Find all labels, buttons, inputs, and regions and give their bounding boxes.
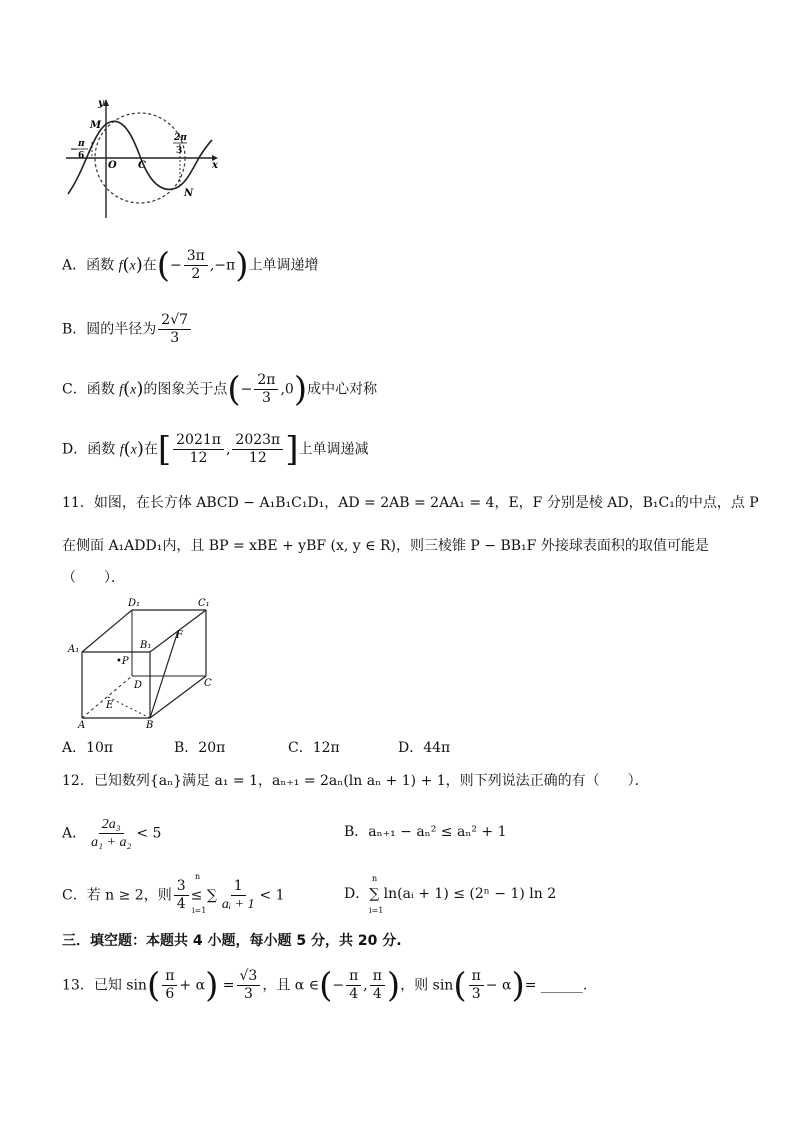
q10-option-d: D．函数 f(x)在[ $\frac{2021\pi}{12}$ , $\frac{2023\pi}{12}$ ]上单调递减 — [62, 429, 369, 470]
q10a-frac — [184, 248, 208, 283]
q10a-prefix: A．函数 — [62, 257, 115, 274]
q11-option-c: C．12π — [288, 740, 340, 756]
edge-a1d1 — [82, 610, 132, 652]
q12c-prefix: C．若 n ≥ 2，则 — [62, 887, 172, 904]
q10c-den: 3 — [261, 390, 271, 406]
q13-frac3 — [346, 968, 361, 1003]
q11-option-a: A．10π — [62, 740, 114, 756]
q12d-sum-top: n — [372, 874, 378, 883]
q12c-sum: ≤ ∑ — [190, 887, 217, 904]
paren-open: ( — [123, 438, 131, 460]
q10c-x: x — [130, 382, 137, 398]
q10b-frac — [158, 312, 191, 347]
q12-stem: 12．已知数列{aₙ}满足 a₁ = 1，aₙ₊₁ = 2aₙ(ln aₙ + 1) + 1，则下列说法正确的有（ ）． — [62, 773, 649, 789]
q10c-frac — [254, 372, 278, 407]
q13-prefix: 13．已知 sin — [62, 977, 147, 994]
q13-den4: 4 — [372, 986, 382, 1002]
q13-den2: 3 — [243, 986, 253, 1002]
q12c-num: 3 — [174, 878, 189, 896]
q11-option-b: B．20π — [174, 740, 226, 756]
q12a-num: 2a₃ — [99, 816, 124, 834]
q13-den3: 4 — [349, 986, 359, 1002]
q13-num3: π — [346, 968, 361, 986]
q10c-tail: ,0 — [280, 381, 294, 398]
q13-plus: + α — [179, 977, 206, 994]
label-M: M — [90, 120, 102, 131]
q10a-suffix: 上单调递增 — [248, 257, 319, 274]
q10c-prefix: C．函数 — [62, 381, 115, 398]
q10d-frac2 — [232, 432, 283, 467]
q10d-suffix: 上单调递减 — [298, 441, 369, 458]
label-F: F — [176, 630, 183, 641]
paren-close: ) — [386, 965, 401, 1006]
q10-option-b — [62, 312, 193, 347]
q11-line2: 在侧面 A₁ADD₁内，且 BP = xBE + yBF (x, y ∈ R)，则三棱锥 P − BB₁F 外接球表面积的取值可能是 — [62, 538, 709, 554]
q12d-prefix: D． — [344, 886, 370, 902]
q10a-mid: 在 — [142, 257, 157, 274]
label-x: x — [212, 160, 218, 171]
q10b-den: 3 — [170, 330, 180, 346]
q12-option-a — [62, 816, 161, 851]
paren-open: ( — [122, 254, 130, 276]
q12c-frac1 — [174, 878, 189, 913]
paren-close: ) — [136, 378, 144, 400]
q10-option-a: A．函数 f(x)在(− $\frac{3\pi}{2}$ ,−π)上单调递增 — [62, 245, 319, 286]
q10a-tail: ,−π — [209, 257, 236, 274]
q10d-num1: 2021π — [173, 432, 224, 450]
q13: 13．已知 sin( $\frac{\pi}{6}$ + α) = $\frac{√3}{3}$ ，且 α ∈(− $\frac{\pi}{4}$ , $\frac{\pi}{4}$ )，则 sin( $\frac{\pi}{3}$ − α)= ______. — [62, 965, 588, 1006]
paren-close: ) — [136, 438, 144, 460]
edge-bc — [150, 676, 206, 718]
big-bracket-close: ] — [285, 429, 299, 470]
q10d-prefix: D．函数 — [62, 441, 116, 458]
paren-open: ( — [453, 965, 467, 1006]
label-E: E — [106, 700, 114, 711]
q12a-frac — [88, 816, 134, 851]
q10d-f: f — [119, 442, 124, 458]
label-P: •P — [116, 656, 129, 667]
q12c-tail: < 1 — [259, 887, 285, 904]
big-bracket-open: [ — [157, 429, 172, 470]
q13-num4: π — [370, 968, 385, 986]
q13-mid2: ，则 sin — [400, 977, 454, 994]
q13-frac5 — [469, 968, 484, 1003]
q10d-num2: 2023π — [232, 432, 283, 450]
q13-den1: 6 — [165, 986, 175, 1002]
q12a-den: a₁ + a₂ — [91, 835, 132, 850]
q13-mid: ，且 α ∈ — [262, 977, 320, 994]
q10c-f: f — [119, 382, 124, 398]
y-axis-arrow — [103, 99, 109, 106]
segment-be — [108, 697, 150, 718]
q13-eq: = — [222, 977, 235, 994]
tick-right-num: 2π — [174, 133, 187, 143]
tick-left-den: 6 — [78, 151, 85, 161]
tick-left-num: π — [78, 139, 85, 149]
q13-num2: √3 — [237, 968, 261, 986]
q10b-num: 2√7 — [158, 312, 191, 330]
q10b-prefix: B．圆的半径为 — [62, 321, 157, 338]
q10d-den2: 12 — [248, 450, 267, 466]
q10c-num: 2π — [254, 372, 278, 390]
sine-graph-figure — [62, 96, 222, 220]
label-y: y — [98, 98, 104, 109]
big-paren-open: ( — [156, 245, 171, 286]
q13-den5: 3 — [471, 986, 481, 1002]
paren-open: ( — [319, 965, 333, 1006]
q13-frac4 — [370, 968, 385, 1003]
q12-option-c — [62, 878, 285, 913]
q10c-mid: 的图象关于点 — [143, 381, 228, 398]
label-B1: B₁ — [140, 640, 152, 651]
label-D1: D₁ — [128, 598, 141, 609]
q12d-sum-bot: i=1 — [369, 906, 384, 915]
q13-minus: − α — [485, 977, 512, 994]
q13-num1: π — [162, 968, 177, 986]
q10a-num: 3π — [184, 248, 208, 266]
big-paren-close: ) — [235, 245, 249, 286]
label-B: B — [146, 720, 154, 730]
q11-line3: （ ）． — [62, 570, 125, 586]
paren-close: ) — [135, 254, 143, 276]
q10d-mid: 在 — [143, 441, 158, 458]
cuboid-figure — [66, 596, 226, 730]
label-A1: A₁ — [68, 644, 80, 655]
q12a-tail: < 5 — [136, 825, 162, 842]
tick-right-den: 3 — [176, 146, 183, 156]
q12c-den2: aᵢ + 1 — [221, 897, 255, 912]
edge-ad — [82, 676, 132, 718]
paren-open: ( — [146, 965, 161, 1006]
q10c-suffix: 成中心对称 — [307, 381, 378, 398]
label-C1: C₁ — [198, 598, 210, 609]
q12c-den: 4 — [176, 896, 186, 912]
q10a-x: x — [129, 258, 136, 274]
big-paren-open: ( — [227, 369, 241, 410]
label-N: N — [184, 188, 194, 199]
label-A: A — [78, 720, 86, 730]
q10d-frac1 — [173, 432, 224, 467]
tick-left-minus: − — [70, 145, 78, 155]
q10a-f: f — [118, 258, 123, 274]
section-3-heading: 三．填空题：本题共 4 小题，每小题 5 分，共 20 分. — [62, 933, 402, 949]
q13-frac2 — [237, 968, 261, 1003]
label-O: O — [108, 160, 117, 171]
label-C: C — [204, 678, 212, 689]
q12c-frac2 — [219, 878, 258, 913]
q13-tail: = ______. — [524, 977, 588, 994]
q10d-x: x — [130, 442, 137, 458]
q12d-body: ∑ ln(aᵢ + 1) ≤ (2ⁿ − 1) ln 2 — [369, 886, 557, 902]
q11-line1: 11．如图，在长方体 ABCD − A₁B₁C₁D₁，AD = 2AB = 2AA₁ = 4，E，F 分别是棱 AD，B₁C₁的中点，点 P — [62, 495, 759, 511]
q12c-sum-top: n — [195, 872, 201, 881]
q13-num5: π — [469, 968, 484, 986]
q12c-num2: 1 — [231, 878, 246, 896]
q13-frac1 — [162, 968, 177, 1003]
segment-bf — [150, 631, 178, 718]
q10d-den1: 12 — [189, 450, 208, 466]
paren-close: ) — [205, 965, 219, 1006]
q12a-prefix: A． — [62, 825, 87, 842]
q10a-den: 2 — [191, 266, 201, 282]
q12-option-b: B．aₙ₊₁ − aₙ² ≤ aₙ² + 1 — [344, 824, 507, 840]
q12c-sum-bot: i=1 — [192, 906, 207, 915]
paren-close: ) — [511, 965, 525, 1006]
big-paren-close: ) — [293, 369, 308, 410]
q10-option-c: C．函数 f(x)的图象关于点(− $\frac{2\pi}{3}$ ,0)成中心对称 — [62, 369, 378, 410]
label-C: C — [138, 160, 146, 171]
q12-option-d — [344, 884, 556, 904]
label-D: D — [134, 680, 143, 691]
q11-option-d: D．44π — [398, 740, 451, 756]
paren-open: ( — [123, 378, 131, 400]
